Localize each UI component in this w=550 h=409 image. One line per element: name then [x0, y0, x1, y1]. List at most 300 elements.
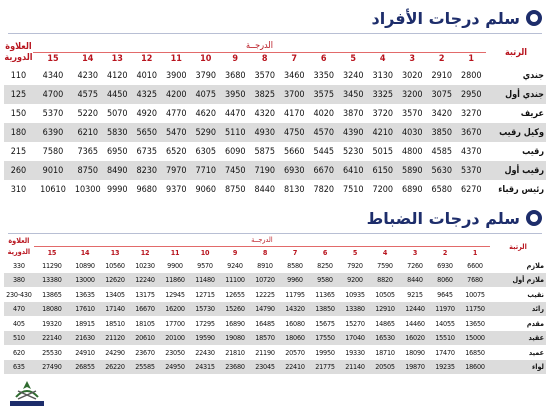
grade-number: 5 [352, 247, 358, 257]
salary-cell: 20610 [130, 331, 160, 346]
salary-cell: 16080 [285, 318, 305, 328]
allowance-cell: 230-430 [6, 289, 32, 299]
grade-number: 8 [261, 54, 268, 65]
salary-cell: 9960 [280, 273, 310, 288]
salary-cell: 16200 [160, 302, 190, 317]
salary-cell: 19950 [315, 347, 335, 357]
salary-cell: 7200 [372, 184, 394, 195]
salary-cell: 12945 [165, 289, 185, 299]
grade-number: 9 [232, 54, 239, 65]
allowance-header-line: العلاوة [5, 42, 32, 52]
salary-cell: 10935 [345, 289, 365, 299]
salary-cell: 4750 [280, 123, 310, 142]
salary-cell: 5445 [313, 146, 335, 157]
salary-cell: 6210 [73, 123, 103, 142]
grade-number: 15 [47, 247, 57, 257]
allowance-cell: 620 [13, 347, 25, 357]
salary-cell: 10505 [375, 289, 395, 299]
salary-cell: 13865 [42, 289, 62, 299]
salary-cell: 17700 [165, 318, 185, 328]
salary-cell: 16850 [465, 347, 485, 357]
salary-cell: 3130 [372, 70, 394, 81]
allowance-cell: 470 [4, 302, 34, 317]
table-row [4, 161, 546, 180]
grade-number-row [4, 246, 546, 258]
salary-cell: 9215 [407, 289, 423, 299]
grade-number-row [4, 52, 546, 66]
salary-cell: 3450 [339, 85, 369, 104]
salary-cell: 16670 [130, 302, 160, 317]
salary-cell: 4325 [132, 85, 162, 104]
salary-cell: 5110 [221, 123, 251, 142]
grade-number: 6 [322, 247, 328, 257]
salary-cell: 4800 [401, 146, 423, 157]
salary-cell: 3570 [254, 70, 276, 81]
salary-cell: 3200 [398, 85, 428, 104]
salary-cell: 6600 [467, 260, 483, 270]
grade-number: 15 [47, 54, 59, 65]
salary-cell: 3850 [427, 123, 457, 142]
grade-number: 5 [350, 54, 357, 65]
salary-cell: 17470 [435, 347, 455, 357]
rank-cell: عميد [528, 347, 544, 357]
salary-cell: 25530 [42, 347, 62, 357]
salary-cell: 10230 [135, 260, 155, 270]
salary-cell: 4770 [165, 108, 187, 119]
salary-cell: 12240 [130, 273, 160, 288]
salary-cell: 11100 [220, 273, 250, 288]
salary-cell: 6305 [195, 146, 217, 157]
allowance-cell: 110 [10, 70, 27, 81]
allowance-cell: 260 [4, 161, 33, 180]
salary-cell: 5650 [132, 123, 162, 142]
allowance-column-header [4, 234, 34, 258]
salary-cell: 4340 [42, 70, 64, 81]
allowance-header-line: العلاوة [8, 236, 30, 245]
grade-number: 10 [200, 247, 210, 257]
salary-cell: 7920 [347, 260, 363, 270]
table-row [4, 345, 546, 360]
salary-cell: 26855 [70, 360, 100, 375]
salary-cell: 20505 [370, 360, 400, 375]
salary-cell: 24910 [75, 347, 95, 357]
table-row [4, 258, 546, 273]
salary-cell: 4575 [73, 85, 103, 104]
salary-cell: 4370 [460, 146, 482, 157]
salary-cell: 8130 [283, 184, 305, 195]
salary-cell: 4120 [106, 70, 128, 81]
allowance-cell: 380 [4, 273, 34, 288]
enlisted-scale-panel [0, 0, 550, 196]
rank-cell: ملازم [526, 260, 544, 270]
salary-cell: 6735 [136, 146, 158, 157]
salary-cell: 10560 [105, 260, 125, 270]
salary-cell: 16530 [370, 331, 400, 346]
allowance-cell: 330 [13, 260, 25, 270]
salary-cell: 14320 [280, 302, 310, 317]
salary-cell: 9570 [197, 260, 213, 270]
salary-cell: 3460 [283, 70, 305, 81]
enlisted-title-row [371, 6, 542, 30]
grade-number: 4 [382, 247, 388, 257]
allowance-cell: 635 [4, 360, 34, 375]
salary-cell: 18710 [375, 347, 395, 357]
salary-cell: 18600 [460, 360, 490, 375]
salary-cell: 9240 [227, 260, 243, 270]
salary-cell: 22140 [34, 331, 70, 346]
salary-cell: 11290 [42, 260, 62, 270]
salary-cell: 6670 [309, 161, 339, 180]
salary-cell: 3575 [309, 85, 339, 104]
salary-cell: 5630 [427, 161, 457, 180]
salary-cell: 8750 [73, 161, 103, 180]
salary-cell: 21190 [255, 347, 275, 357]
salary-cell: 14055 [435, 318, 455, 328]
salary-cell: 8490 [103, 161, 133, 180]
officers-title-row [367, 206, 542, 230]
salary-cell: 5220 [77, 108, 99, 119]
rank-column-header: الرتبة [504, 48, 528, 58]
salary-cell: 5230 [342, 146, 364, 157]
salary-cell: 13380 [340, 302, 370, 317]
salary-cell: 9990 [106, 184, 128, 195]
salary-cell: 8440 [400, 273, 430, 288]
salary-cell: 11795 [285, 289, 305, 299]
salary-cell: 9200 [340, 273, 370, 288]
grade-number: 3 [409, 54, 416, 65]
grade-number: 12 [141, 54, 153, 65]
salary-cell: 4585 [431, 146, 453, 157]
salary-cell: 21140 [340, 360, 370, 375]
table-row [4, 142, 546, 161]
salary-cell: 3870 [342, 108, 364, 119]
salary-cell: 10300 [74, 184, 101, 195]
salary-cell: 11970 [430, 302, 460, 317]
salary-cell: 13850 [310, 302, 340, 317]
grade-number: 14 [82, 54, 94, 65]
header-row [4, 40, 546, 52]
salary-cell: 5015 [372, 146, 394, 157]
salary-cell: 12910 [370, 302, 400, 317]
allowance-cell: 180 [4, 123, 33, 142]
rank-cell: رقيب أول [486, 161, 546, 180]
salary-cell: 19235 [430, 360, 460, 375]
salary-cell: 24950 [160, 360, 190, 375]
salary-cell: 7365 [77, 146, 99, 157]
table-row [4, 273, 546, 288]
salary-cell: 7970 [162, 161, 192, 180]
salary-cell: 17040 [340, 331, 370, 346]
salary-cell: 10075 [465, 289, 485, 299]
salary-cell: 4390 [339, 123, 369, 142]
salary-cell: 3950 [221, 85, 251, 104]
salary-cell: 6270 [460, 184, 482, 195]
salary-cell: 8820 [370, 273, 400, 288]
salary-cell: 14460 [405, 318, 425, 328]
salary-cell: 7590 [377, 260, 393, 270]
salary-cell: 4020 [313, 108, 335, 119]
salary-cell: 5370 [42, 108, 64, 119]
salary-cell: 4210 [368, 123, 398, 142]
table-row [4, 180, 546, 199]
salary-cell: 15675 [315, 318, 335, 328]
enlisted-salary-table [4, 40, 546, 199]
salary-cell: 15510 [430, 331, 460, 346]
salary-cell: 6520 [165, 146, 187, 157]
rank-cell: عقيد [490, 331, 546, 346]
officers-scale-panel [0, 200, 550, 409]
grade-number: 10 [200, 54, 212, 65]
salary-cell: 4200 [162, 85, 192, 104]
salary-cell: 7190 [250, 161, 280, 180]
salary-cell: 5660 [283, 146, 305, 157]
table-row [4, 360, 546, 375]
salary-cell: 23670 [135, 347, 155, 357]
salary-cell: 5890 [398, 161, 428, 180]
salary-cell: 13405 [105, 289, 125, 299]
salary-cell: 11860 [160, 273, 190, 288]
grade-column-header: الدرجــة [33, 40, 486, 52]
grade-number: 6 [320, 54, 327, 65]
salary-cell: 18570 [250, 331, 280, 346]
emblem-logo-icon [6, 377, 48, 407]
salary-cell: 3720 [372, 108, 394, 119]
salary-cell: 7680 [460, 273, 490, 288]
rank-cell: وكيل رقيب [486, 123, 546, 142]
salary-cell: 7510 [342, 184, 364, 195]
salary-cell: 3825 [250, 85, 280, 104]
rank-cell: رائد [490, 302, 546, 317]
allowance-cell: 310 [10, 184, 27, 195]
salary-cell: 3670 [457, 123, 487, 142]
salary-cell: 4230 [77, 70, 99, 81]
bullet-circle-icon [526, 10, 542, 26]
rank-cell: لواء [490, 360, 546, 375]
table-row [4, 302, 546, 317]
grade-number: 2 [442, 247, 448, 257]
salary-cell: 18060 [280, 331, 310, 346]
salary-cell: 20100 [160, 331, 190, 346]
salary-cell: 4930 [250, 123, 280, 142]
salary-cell: 7820 [313, 184, 335, 195]
rank-cell: نقيب [527, 289, 544, 299]
salary-cell: 2800 [460, 70, 482, 81]
grade-number: 7 [292, 247, 298, 257]
grade-number: 13 [111, 54, 123, 65]
salary-cell: 4700 [33, 85, 73, 104]
enlisted-title: سلم درجات الأفراد [371, 8, 520, 28]
salary-cell: 8250 [317, 260, 333, 270]
table-row [4, 331, 546, 346]
rank-cell: عريف [520, 108, 544, 119]
grade-number: 11 [170, 54, 182, 65]
grade-number: 7 [291, 54, 298, 65]
allowance-cell: 125 [4, 85, 33, 104]
salary-cell: 23050 [165, 347, 185, 357]
rank-column-header: الرتبة [509, 241, 527, 251]
salary-cell: 24290 [105, 347, 125, 357]
salary-cell: 26220 [100, 360, 130, 375]
salary-cell: 2910 [431, 70, 453, 81]
salary-cell: 18510 [105, 318, 125, 328]
salary-cell: 13650 [465, 318, 485, 328]
salary-cell: 21120 [100, 331, 130, 346]
table-row [4, 104, 546, 123]
officers-title: سلم درجات الضباط [366, 208, 520, 228]
salary-cell: 10610 [40, 184, 66, 195]
rank-cell: جندي أول [486, 85, 546, 104]
salary-cell: 8750 [224, 184, 246, 195]
grade-number: 1 [468, 54, 475, 65]
salary-cell: 17610 [70, 302, 100, 317]
salary-cell: 18105 [135, 318, 155, 328]
salary-cell: 8910 [257, 260, 273, 270]
salary-cell: 8440 [254, 184, 276, 195]
table-row [4, 123, 546, 142]
salary-cell: 14790 [250, 302, 280, 317]
salary-cell: 17295 [195, 318, 215, 328]
salary-cell: 12655 [225, 289, 245, 299]
salary-cell: 8230 [132, 161, 162, 180]
salary-cell: 7450 [221, 161, 251, 180]
salary-cell: 4030 [398, 123, 428, 142]
salary-cell: 10890 [75, 260, 95, 270]
salary-cell: 13000 [70, 273, 100, 288]
allowance-cell: 150 [10, 108, 27, 119]
salary-cell: 6890 [401, 184, 423, 195]
salary-cell: 7260 [407, 260, 423, 270]
salary-cell: 6090 [224, 146, 246, 157]
grade-number: 3 [412, 247, 418, 257]
salary-cell: 13380 [34, 273, 70, 288]
salary-cell: 18080 [34, 302, 70, 317]
table-row [4, 66, 546, 85]
grade-number: 4 [379, 54, 386, 65]
salary-cell: 3420 [431, 108, 453, 119]
salary-cell: 5370 [457, 161, 487, 180]
salary-cell: 17550 [310, 331, 340, 346]
grade-number: 8 [262, 247, 268, 257]
salary-cell: 8060 [430, 273, 460, 288]
salary-cell: 3075 [427, 85, 457, 104]
allowance-cell: 510 [4, 331, 34, 346]
officers-salary-table [4, 234, 546, 374]
salary-cell: 4075 [191, 85, 221, 104]
salary-cell: 24315 [190, 360, 220, 375]
salary-cell: 18915 [75, 318, 95, 328]
salary-cell: 17140 [100, 302, 130, 317]
header-row [4, 234, 546, 246]
salary-cell: 4170 [283, 108, 305, 119]
rank-cell: رئيس رقباء [498, 184, 544, 195]
salary-cell: 13635 [75, 289, 95, 299]
salary-cell: 19330 [345, 347, 365, 357]
salary-cell: 3790 [195, 70, 217, 81]
salary-cell: 5070 [106, 108, 128, 119]
salary-cell: 7580 [42, 146, 64, 157]
salary-cell: 5290 [191, 123, 221, 142]
salary-cell: 6580 [431, 184, 453, 195]
salary-cell: 23045 [250, 360, 280, 375]
salary-cell: 3900 [165, 70, 187, 81]
salary-cell: 21630 [70, 331, 100, 346]
salary-cell: 27490 [34, 360, 70, 375]
salary-cell: 19080 [220, 331, 250, 346]
allowance-header-line: الدورية [4, 53, 33, 63]
salary-cell: 10720 [250, 273, 280, 288]
grade-number: 14 [80, 247, 90, 257]
salary-cell: 15260 [220, 302, 250, 317]
salary-cell: 6930 [437, 260, 453, 270]
salary-cell: 25585 [130, 360, 160, 375]
salary-cell: 6390 [33, 123, 73, 142]
table-row [4, 287, 546, 302]
salary-cell: 4620 [195, 108, 217, 119]
salary-cell: 4320 [254, 108, 276, 119]
salary-cell: 8580 [287, 260, 303, 270]
salary-cell: 4010 [136, 70, 158, 81]
salary-cell: 15270 [345, 318, 365, 328]
salary-cell: 16020 [400, 331, 430, 346]
salary-cell: 4470 [224, 108, 246, 119]
salary-cell: 19320 [42, 318, 62, 328]
salary-cell: 19590 [190, 331, 220, 346]
table-row [4, 316, 546, 331]
salary-cell: 5470 [162, 123, 192, 142]
salary-cell: 5830 [103, 123, 133, 142]
salary-cell: 9680 [136, 184, 158, 195]
salary-cell: 15730 [190, 302, 220, 317]
salary-cell: 23680 [220, 360, 250, 375]
salary-cell: 12440 [400, 302, 430, 317]
salary-cell: 16485 [255, 318, 275, 328]
bullet-circle-icon [526, 210, 542, 226]
salary-cell: 7710 [191, 161, 221, 180]
salary-cell: 12225 [255, 289, 275, 299]
grade-number: 2 [438, 54, 445, 65]
salary-cell: 11750 [460, 302, 490, 317]
salary-cell: 15000 [460, 331, 490, 346]
salary-cell: 6410 [339, 161, 369, 180]
enlisted-title-divider [8, 33, 542, 34]
salary-cell: 16890 [225, 318, 245, 328]
rank-cell: رقيب [522, 146, 544, 157]
salary-cell: 19870 [400, 360, 430, 375]
grade-number: 13 [110, 247, 120, 257]
grade-number: 1 [472, 247, 478, 257]
rank-cell: جندي [522, 70, 544, 81]
salary-cell: 6950 [106, 146, 128, 157]
salary-cell: 13175 [135, 289, 155, 299]
salary-cell: 9010 [33, 161, 73, 180]
salary-cell: 3570 [401, 108, 423, 119]
allowance-header-line: الدورية [7, 247, 31, 256]
salary-cell: 6930 [280, 161, 310, 180]
salary-cell: 12620 [100, 273, 130, 288]
salary-cell: 3700 [280, 85, 310, 104]
salary-cell: 9645 [437, 289, 453, 299]
salary-cell: 9900 [167, 260, 183, 270]
salary-cell: 4450 [103, 85, 133, 104]
salary-cell: 22430 [195, 347, 215, 357]
salary-cell: 9060 [195, 184, 217, 195]
rank-cell: مقدم [526, 318, 544, 328]
salary-cell: 9580 [310, 273, 340, 288]
salary-cell: 6150 [368, 161, 398, 180]
salary-cell: 3325 [368, 85, 398, 104]
salary-cell: 4570 [309, 123, 339, 142]
salary-cell: 3680 [224, 70, 246, 81]
